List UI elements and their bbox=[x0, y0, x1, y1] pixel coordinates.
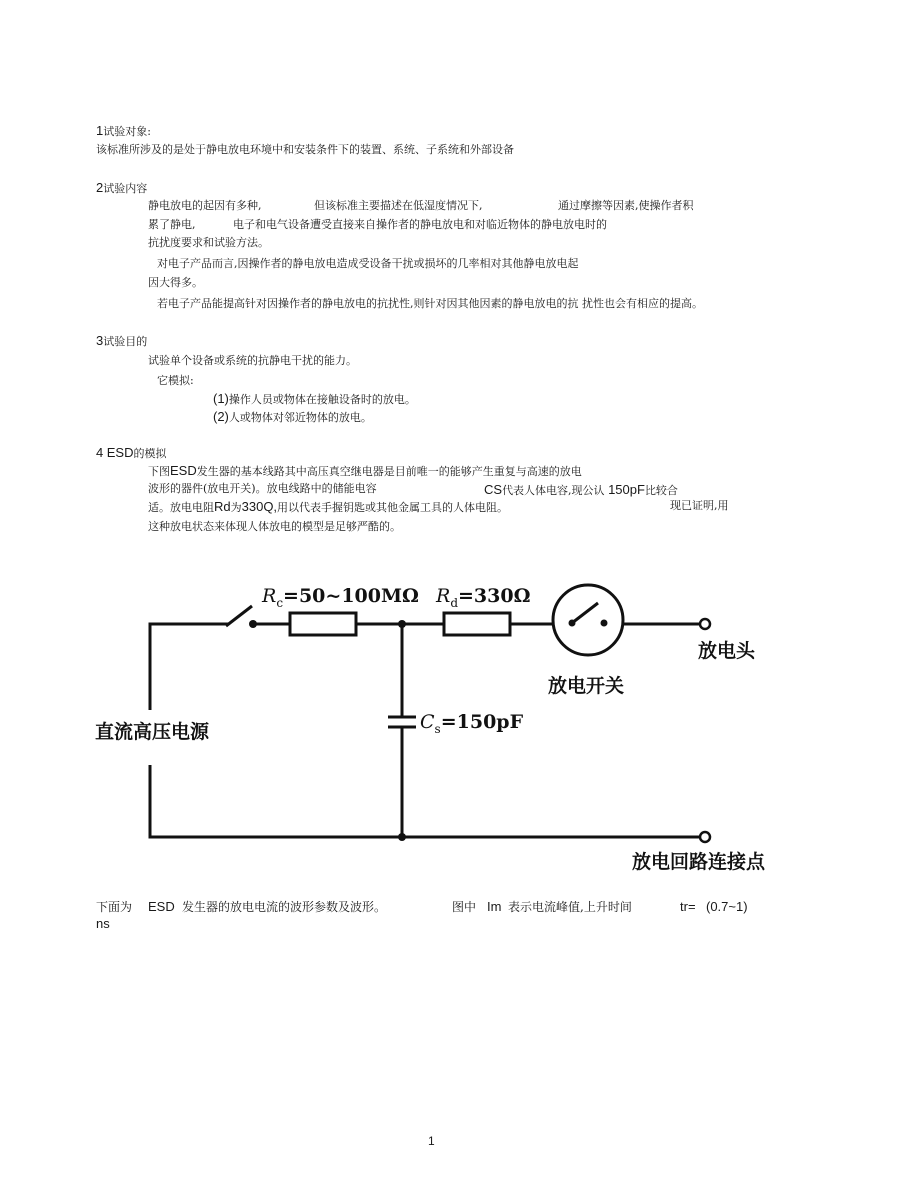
section-4-line-3b: 现已证明,用 bbox=[670, 499, 729, 512]
section-2-p1-c: 通过摩擦等因素,使操作者积 bbox=[558, 199, 694, 212]
footer-line-b: 发生器的放电电流的波形参数及波形。 bbox=[182, 900, 387, 914]
footer-esd: ESD bbox=[148, 899, 175, 914]
section-3-item-2: (2)人或物体对邻近物体的放电。 bbox=[213, 409, 372, 424]
head-label: 放电头 bbox=[698, 640, 756, 662]
footer-im: Im bbox=[487, 899, 502, 914]
footer-line-c: 图中 bbox=[452, 900, 477, 914]
return-terminal bbox=[700, 832, 710, 842]
section-4-line-4: 这种放电状态来体现人体放电的模型是足够严酷的。 bbox=[148, 520, 401, 533]
section-2-p1-d: 累了静电, bbox=[148, 218, 196, 231]
esd-circuit-diagram bbox=[0, 560, 920, 890]
resistor-rd bbox=[444, 613, 510, 635]
switch-label: 放电开关 bbox=[548, 675, 625, 697]
discharge-switch-blade bbox=[572, 603, 598, 623]
section-4-heading: 4 ESD的模拟 bbox=[96, 445, 167, 460]
section-4-line-1: 下图ESD发生器的基本线路其中高压真空继电器是目前唯一的能够产生重复与高速的放电 bbox=[148, 463, 582, 478]
section-2-p3: 若电子产品能提高针对因操作者的静电放电的抗扰性,则针对因其他因素的静电放电的抗 扰性也会有相应的提高。 bbox=[157, 297, 703, 310]
return-label: 放电回路连接点 bbox=[632, 851, 766, 873]
wire-bottom bbox=[150, 765, 700, 837]
section-3-sub: 它模拟: bbox=[157, 374, 194, 387]
footer-unit: ns bbox=[96, 916, 110, 931]
rd-label: $R_d=330\Omega$ bbox=[436, 585, 531, 610]
section-2-p1-b: 但该标准主要描述在低湿度情况下, bbox=[314, 199, 483, 212]
section-4-line-2b: CS代表人体电容,现公认 150pF比较合 bbox=[484, 482, 678, 497]
footer-line-d: 表示电流峰值,上升时间 bbox=[508, 900, 632, 914]
section-2-heading: 2试验内容 bbox=[96, 180, 148, 195]
discharge-switch-contact-right bbox=[601, 620, 608, 627]
section-2-p2-a: 对电子产品而言,因操作者的静电放电造成受设备干扰或损坏的几率相对其他静电放电起 bbox=[157, 257, 579, 270]
source-label: 直流高压电源 bbox=[95, 721, 210, 743]
footer-tr: tr= bbox=[680, 899, 696, 914]
section-3-heading: 3试验目的 bbox=[96, 333, 148, 348]
main-switch bbox=[226, 606, 252, 626]
section-1-heading: 1试验对象: bbox=[96, 123, 151, 138]
page-number: 1 bbox=[428, 1134, 435, 1148]
section-2-p1-e: 电子和电气设备遭受直接来自操作者的静电放电和对临近物体的静电放电时的 bbox=[233, 218, 607, 231]
discharge-head-terminal bbox=[700, 619, 710, 629]
footer-range: (0.7~1) bbox=[706, 899, 748, 914]
cs-label: $C_s=150pF$ bbox=[420, 711, 524, 736]
resistor-rc bbox=[290, 613, 356, 635]
section-3-item-1: (1)操作人员或物体在接触设备时的放电。 bbox=[213, 391, 416, 406]
section-2-p1-a: 静电放电的起因有多种, bbox=[148, 199, 262, 212]
section-2-p1-f: 抗扰度要求和试验方法。 bbox=[148, 236, 269, 249]
section-2-p2-b: 因大得多。 bbox=[148, 276, 203, 289]
section-4-line-3a: 适。放电电阻Rd为330Q,用以代表手握钥匙或其他金属工具的人体电阻。 bbox=[148, 499, 509, 514]
section-3-body: 试验单个设备或系统的抗静电干扰的能力。 bbox=[148, 354, 357, 367]
footer-line-a: 下面为 bbox=[96, 900, 133, 914]
discharge-switch bbox=[553, 585, 623, 655]
wire-top-left bbox=[150, 624, 228, 710]
rc-label: $R_c=50\sim 100M\Omega$ bbox=[262, 585, 419, 610]
section-4-line-2a: 波形的器件(放电开关)。放电线路中的储能电容 bbox=[148, 482, 377, 495]
section-1-body: 该标准所涉及的是处于静电放电环境中和安装条件下的装置、系统、子系统和外部设备 bbox=[96, 143, 514, 156]
